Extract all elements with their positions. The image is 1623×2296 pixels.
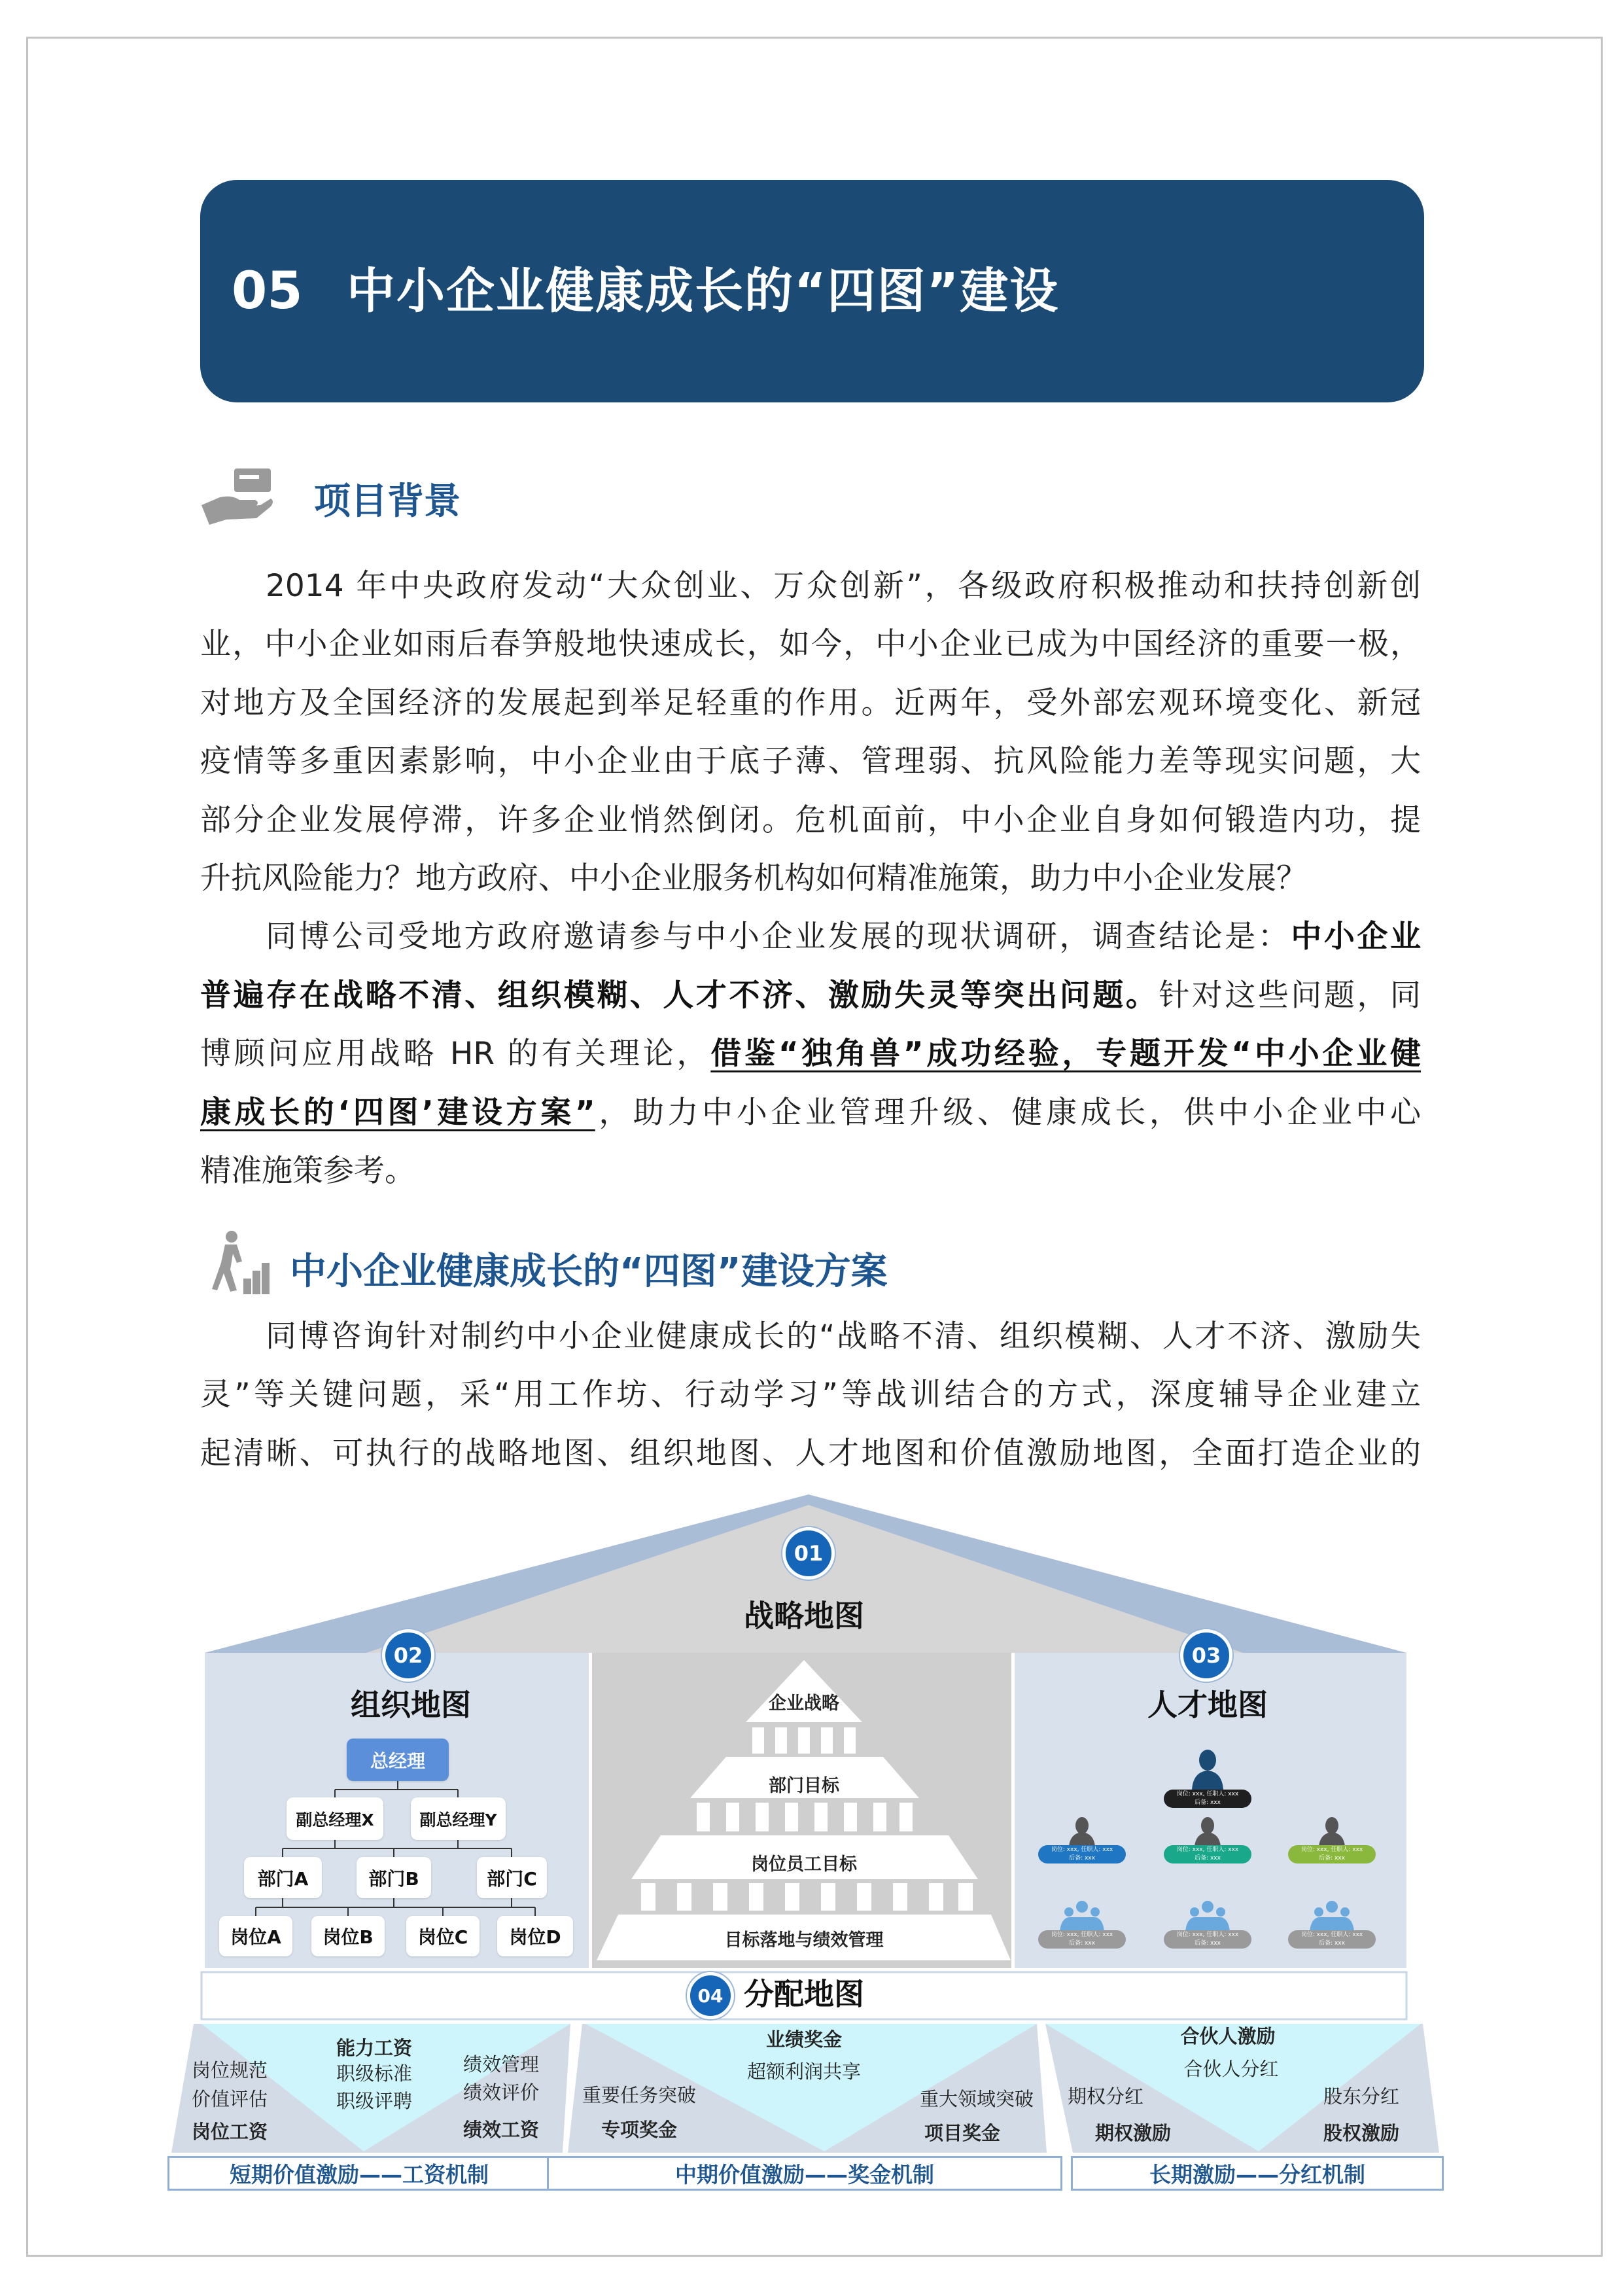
dist-text: 绩效工资: [462, 2119, 540, 2142]
talent-info-text: 岗位: xxx, 任职人: xxx: [1176, 1791, 1239, 1797]
body-text: 2014 年中央政府发动“大众创业、万众创新”，各级政府积极推动和扶持创新创: [266, 568, 1421, 604]
talent-info-text: 岗位: xxx, 任职人: xxx: [1300, 1932, 1363, 1938]
dist-text: 合伙人分红: [1183, 2058, 1279, 2081]
org-node-dept-b: 部门B: [357, 1857, 431, 1898]
step-badge-04: 04: [687, 1972, 734, 2019]
dist-text: 合伙人激励: [1180, 2025, 1276, 2048]
dist-text: 项目奖金: [924, 2122, 1001, 2145]
org-node-post-d: 岗位D: [497, 1916, 573, 1956]
org-map-title: 组织地图: [351, 1687, 471, 1723]
tier-corporate-strategy: 企业战略: [769, 1693, 839, 1714]
talent-info-text: 后备: xxx: [1319, 1855, 1345, 1862]
talent-info-text: 岗位: xxx, 任职人: xxx: [1176, 1932, 1239, 1938]
step-badge-02: 02: [382, 1629, 434, 1682]
dist-text: 岗位工资: [191, 2121, 268, 2144]
emphasized-text: 普遍存在战略不清、组织模糊、人才不济、激励失灵等突出问题。: [200, 977, 1159, 1014]
talent-info-text: 后备: xxx: [1319, 1940, 1345, 1947]
dist-text: 超额利润共享: [746, 2060, 862, 2083]
talent-info-pill: [1164, 1790, 1251, 1808]
body-text: 起清晰、可执行的战略地图、组织地图、人才地图和价值激励地图，全面打造企业的: [200, 1435, 1421, 1472]
org-node-dept-a: 部门A: [244, 1857, 322, 1898]
talent-info-text: 后备: xxx: [1069, 1855, 1095, 1862]
tier-employee-goals: 岗位员工目标: [751, 1854, 857, 1875]
dist-text: 股东分红: [1323, 2085, 1400, 2108]
dist-text: 职级评聘: [336, 2090, 413, 2113]
body-text: 同博公司受地方政府邀请参与中小企业发展的现状调研，调查结论是：: [266, 919, 1291, 955]
org-node-post-c: 岗位C: [406, 1916, 480, 1956]
dist-text: 重大领域突破: [919, 2088, 1034, 2111]
org-node-vp-x: 副总经理X: [287, 1797, 383, 1840]
talent-info-pill: [1288, 1845, 1376, 1863]
body-text: 博顾问应用战略 HR 的有关理论，: [200, 1036, 711, 1072]
talent-info-text: 后备: xxx: [1195, 1940, 1221, 1947]
dist-text: 岗位规范: [191, 2059, 268, 2082]
talent-info-text: 岗位: xxx, 任职人: xxx: [1051, 1932, 1113, 1938]
section-title-background: 项目背景: [314, 480, 461, 523]
mid-term-incentive-label: 中期价值激励——奖金机制: [547, 2156, 1062, 2191]
dist-text: 能力工资: [336, 2037, 413, 2060]
section-title-four-maps: 中小企业健康成长的“四图”建设方案: [290, 1250, 888, 1293]
body-text: ，助力中小企业管理升级、健康成长，供中小企业中心: [595, 1094, 1421, 1131]
body-text: 同博咨询针对制约中小企业健康成长的“战略不清、组织模糊、人才不济、激励失: [266, 1318, 1421, 1354]
dist-text: 价值评估: [191, 2088, 268, 2111]
talent-info-text: 岗位: xxx, 任职人: xxx: [1051, 1846, 1113, 1853]
talent-info-pill: [1164, 1930, 1251, 1949]
body-text: 对地方及全国经济的发展起到举足轻重的作用。近两年，受外部宏观环境变化、新冠: [200, 684, 1421, 721]
strategy-map-title: 战略地图: [744, 1598, 864, 1634]
body-text: 业，中小企业如雨后春笋般地快速成长，如今，中小企业已成为中国经济的重要一极，: [200, 626, 1421, 663]
talent-info-text: 岗位: xxx, 任职人: xxx: [1300, 1846, 1363, 1853]
body-text: 疫情等多重因素影响，中小企业由于底子薄、管理弱、抗风险能力差等现实问题，大: [200, 743, 1421, 780]
dist-text: 期权分红: [1067, 2085, 1144, 2108]
dist-text: 重要任务突破: [582, 2084, 697, 2107]
talent-info-pill: [1038, 1845, 1126, 1863]
body-text: 升抗风险能力？地方政府、中小企业服务机构如何精准施策，助力中小企业发展？: [200, 860, 1307, 896]
tier-department-goals: 部门目标: [769, 1776, 839, 1797]
dist-text: 绩效管理: [462, 2053, 540, 2076]
dist-text: 绩效评价: [462, 2081, 540, 2104]
emphasized-text: 借鉴“独角兽”成功经验，专题开发“中小企业健: [710, 1036, 1421, 1072]
body-text: 部分企业发展停滞，许多企业悄然倒闭。危机面前，中小企业自身如何锻造内功，提: [200, 802, 1421, 838]
talent-map-title: 人才地图: [1147, 1687, 1268, 1723]
short-term-incentive-label: 短期价值激励——工资机制: [167, 2156, 551, 2191]
long-term-incentive-label: 长期激励——分红机制: [1071, 2156, 1444, 2191]
chapter-title: 中小企业健康成长的“四图”建设: [347, 263, 1060, 319]
emphasized-text: 中小企业: [1291, 919, 1422, 955]
talent-info-text: 岗位: xxx, 任职人: xxx: [1176, 1846, 1239, 1853]
talent-info-pill: [1288, 1930, 1376, 1949]
chapter-number: 05: [232, 262, 303, 321]
dist-text: 股权激励: [1323, 2122, 1400, 2145]
step-badge-03: 03: [1180, 1629, 1232, 1682]
dist-text: 期权激励: [1094, 2122, 1172, 2145]
talent-info-text: 后备: xxx: [1195, 1799, 1221, 1806]
org-node-dept-c: 部门C: [477, 1857, 547, 1898]
step-badge-01: 01: [782, 1527, 835, 1580]
dist-text: 业绩奖金: [765, 2028, 843, 2051]
distribution-map-title: 分配地图: [744, 1976, 864, 2012]
body-text: 精准施策参考。: [200, 1152, 415, 1189]
talent-info-text: 后备: xxx: [1195, 1855, 1221, 1862]
talent-info-pill: [1038, 1930, 1126, 1949]
org-node-post-a: 岗位A: [219, 1916, 292, 1956]
dist-text: 职级标准: [336, 2062, 413, 2085]
talent-info-pill: [1164, 1845, 1251, 1863]
org-node-post-b: 岗位B: [311, 1916, 385, 1956]
emphasized-text: 康成长的‘四图’建设方案”: [200, 1094, 595, 1131]
tier-performance-management: 目标落地与绩效管理: [724, 1930, 884, 1951]
org-node-ceo: 总经理: [347, 1739, 449, 1781]
dist-text: 专项奖金: [601, 2119, 678, 2142]
org-node-vp-y: 副总经理Y: [411, 1797, 506, 1840]
body-text: 灵”等关键问题，采“用工作坊、行动学习”等战训结合的方式，深度辅导企业建立: [200, 1377, 1421, 1413]
body-text: 针对这些问题，同: [1159, 977, 1422, 1014]
talent-info-text: 后备: xxx: [1069, 1940, 1095, 1947]
